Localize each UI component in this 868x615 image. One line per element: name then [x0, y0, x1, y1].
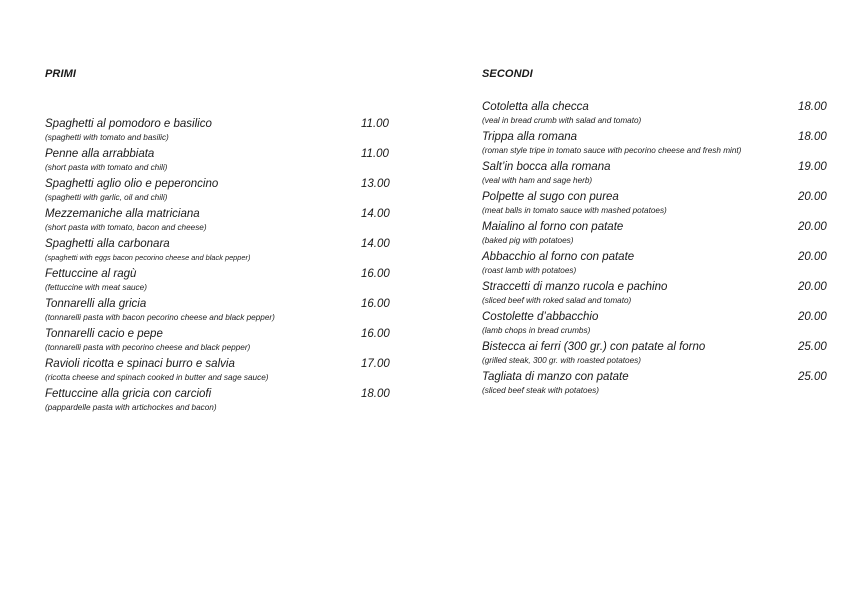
- menu-item: [482, 220, 842, 246]
- menu-item: [45, 147, 405, 173]
- item-price: 20.00: [798, 311, 827, 323]
- item-price: 16.00: [361, 298, 390, 310]
- item-price: 20.00: [798, 251, 827, 263]
- menu-item: [482, 100, 842, 126]
- item-description: (lamb chops in bread crumbs): [482, 326, 591, 335]
- item-name: Spaghetti al pomodoro e basilico: [45, 118, 212, 130]
- item-description: (baked pig with potatoes): [482, 236, 574, 245]
- item-price: 18.00: [798, 131, 827, 143]
- item-price: 20.00: [798, 221, 827, 233]
- menu-item: [45, 237, 405, 263]
- menu-item: [45, 207, 405, 233]
- secondi-list: [482, 100, 842, 400]
- item-description: (spaghetti with eggs bacon pecorino cheese and black pepper): [45, 253, 251, 262]
- menu-item: [482, 130, 842, 156]
- item-name: Mezzemaniche alla matriciana: [45, 208, 200, 220]
- menu-item: [482, 250, 842, 276]
- item-name: Spaghetti aglio olio e peperoncino: [45, 178, 219, 190]
- item-name: Bistecca ai ferri (300 gr.) con patate al forno: [482, 341, 706, 353]
- item-name: Abbacchio al forno con patate: [482, 251, 635, 263]
- primi-list: [45, 117, 405, 417]
- item-name: Trippa alla romana: [482, 131, 578, 143]
- item-name: Tagliata di manzo con patate: [482, 371, 629, 383]
- item-name: Spaghetti alla carbonara: [45, 238, 170, 250]
- item-price: 14.00: [361, 208, 390, 220]
- item-price: 18.00: [361, 388, 390, 400]
- secondi-heading: SECONDI: [482, 68, 533, 80]
- menu-item: [482, 310, 842, 336]
- item-name: Fettuccine alla gricia con carciofi: [45, 388, 212, 400]
- item-price: 19.00: [798, 161, 827, 173]
- item-description: (short pasta with tomato and chili): [45, 163, 168, 172]
- item-description: (tonnarelli pasta with pecorino cheese and black pepper): [45, 343, 251, 352]
- item-price: 17.00: [361, 358, 390, 370]
- item-name: Costolette d’abbacchio: [482, 311, 599, 323]
- item-name: Polpette al sugo con purea: [482, 191, 619, 203]
- item-price: 20.00: [798, 281, 827, 293]
- item-price: 14.00: [361, 238, 390, 250]
- menu-item: [45, 177, 405, 203]
- item-price: 20.00: [798, 191, 827, 203]
- item-description: (fettuccine with meat sauce): [45, 283, 147, 292]
- item-price: 18.00: [798, 101, 827, 113]
- item-name: Penne alla arrabbiata: [45, 148, 155, 160]
- primi-heading: PRIMI: [45, 68, 77, 80]
- item-name: Ravioli ricotta e spinaci burro e salvia: [45, 358, 235, 370]
- menu-item: [482, 160, 842, 186]
- menu-item: [45, 357, 405, 383]
- item-name: Fettuccine al ragù: [45, 268, 137, 280]
- menu-item: [482, 190, 842, 216]
- menu-item: [45, 327, 405, 353]
- item-price: 11.00: [361, 118, 389, 130]
- item-description: (tonnarelli pasta with bacon pecorino cheese and black pepper): [45, 313, 275, 322]
- item-price: 11.00: [361, 148, 389, 160]
- item-price: 25.00: [798, 371, 827, 383]
- menu-item: [482, 340, 842, 366]
- item-description: (spaghetti with tomato and basilic): [45, 133, 169, 142]
- item-price: 13.00: [361, 178, 390, 190]
- item-description: (pappardelle pasta with artichockes and bacon): [45, 403, 217, 412]
- item-name: Tonnarelli alla gricia: [45, 298, 147, 310]
- item-name: Salt’in bocca alla romana: [482, 161, 611, 173]
- item-description: (short pasta with tomato, bacon and cheese): [45, 223, 207, 232]
- item-description: (meat balls in tomato sauce with mashed potatoes): [482, 206, 667, 215]
- item-description: (roast lamb with potatoes): [482, 266, 577, 275]
- menu-item: [45, 297, 405, 323]
- menu-item: [482, 280, 842, 306]
- item-description: (ricotta cheese and spinach cooked in butter and sage sauce): [45, 373, 269, 382]
- item-description: (spaghetti with garlic, oil and chili): [45, 193, 168, 202]
- item-description: (sliced beef steak with potatoes): [482, 386, 599, 395]
- item-description: (veal in bread crumb with salad and tomato): [482, 116, 642, 125]
- item-price: 16.00: [361, 328, 390, 340]
- item-name: Cotoletta alla checca: [482, 101, 589, 113]
- menu-item: [45, 267, 405, 293]
- item-description: (sliced beef with roked salad and tomato): [482, 296, 632, 305]
- item-name: Straccetti di manzo rucola e pachino: [482, 281, 668, 293]
- item-description: (veal with ham and sage herb): [482, 176, 593, 185]
- item-description: (roman style tripe in tomato sauce with pecorino cheese and fresh mint): [482, 146, 742, 155]
- item-name: Maialino al forno con patate: [482, 221, 624, 233]
- menu-item: [482, 370, 842, 396]
- item-description: (grilled steak, 300 gr. with roasted potatoes): [482, 356, 641, 365]
- menu-item: [45, 387, 405, 413]
- menu-item: [45, 117, 405, 143]
- item-price: 16.00: [361, 268, 390, 280]
- item-name: Tonnarelli cacio e pepe: [45, 328, 163, 340]
- item-price: 25.00: [798, 341, 827, 353]
